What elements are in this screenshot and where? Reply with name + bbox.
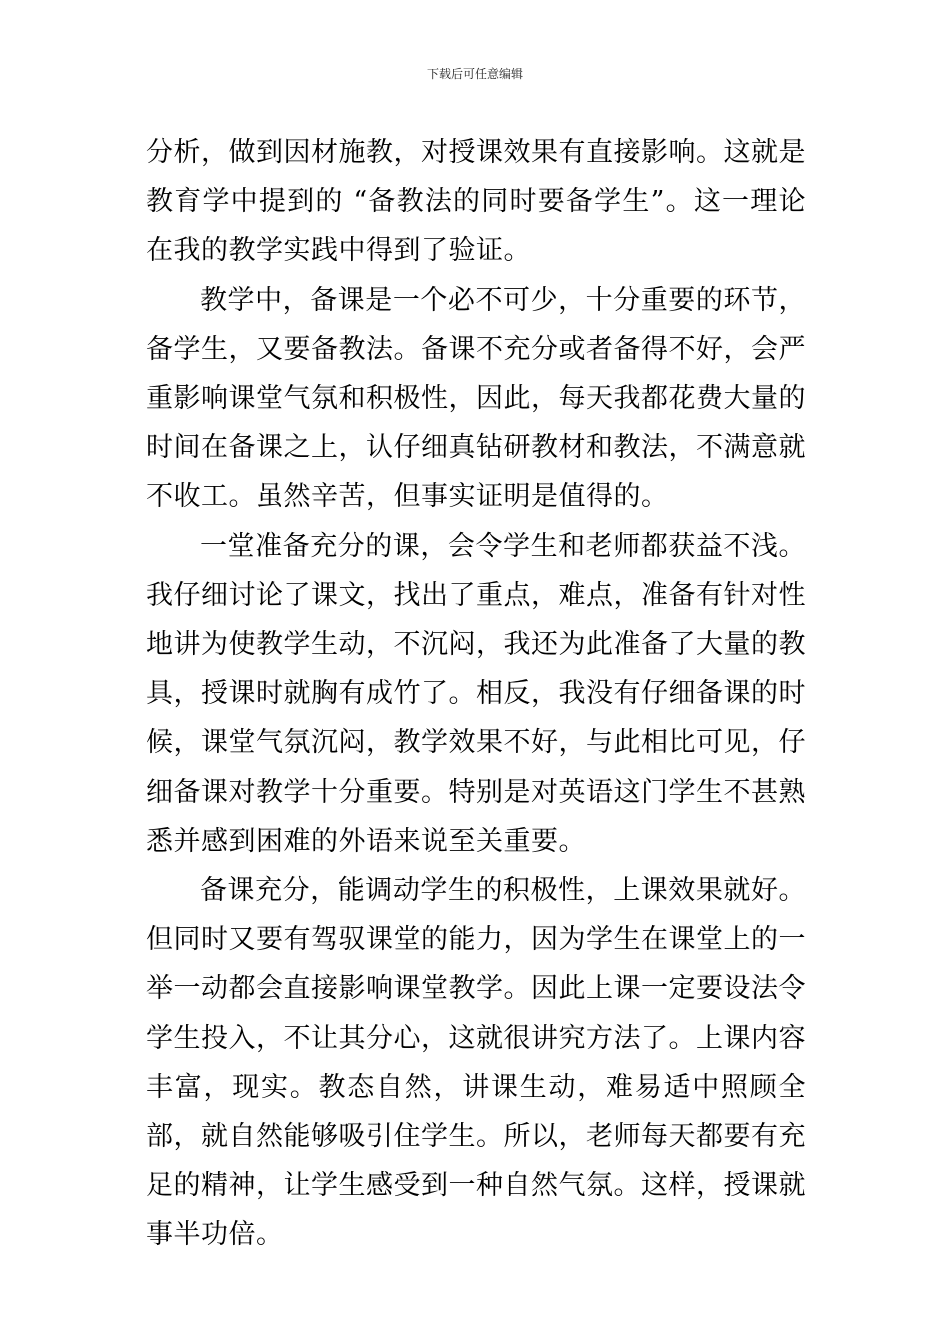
header-note: 下载后可任意编辑 — [426, 67, 523, 81]
paragraph-lesson-preparation: 教学中，备课是一个必不可少，十分重要的环节，备学生，又要备教法。备课不充分或者备得不好，会严重影响课堂气氛和积极性，因此，每天我都花费大量的时间在备课之上，认仔细真钻研教材和教法，不满意就不收工。虽然辛苦，但事实证明是值得的。 — [146, 284, 806, 513]
paragraph-continuation: 分析，做到因材施教，对授课效果有直接影响。这就是教育学中提到的 “备教法的同时要备学生”。这一理论在我的教学实践中得到了验证。 — [146, 137, 806, 267]
paragraph-well-prepared-class: 一堂准备充分的课，会令学生和老师都获益不浅。我仔细讨论了课文，找出了重点，难点，准备有针对性地讲为使教学生动，不沉闷，我还为此准备了大量的教具，授课时就胸有成竹了。相反，我没有仔细备课的时候，课堂气氛沉闷，教学效果不好，与此相比可见，仔细备课对教学十分重要。特别是对英语这门学生不甚熟悉并感到困难的外语来说至关重要。 — [146, 530, 806, 857]
body-text — [146, 128, 806, 1260]
paragraph-classroom-control: 备课充分，能调动学生的积极性，上课效果就好。但同时又要有驾驭课堂的能力，因为学生在课堂上的一举一动都会直接影响课堂教学。因此上课一定要设法令学生投入，不让其分心，这就很讲究方法了。上课内容丰富，现实。教态自然，讲课生动，难易适中照顾全部，就自然能够吸引住学生。所以，老师每天都要有充足的精神，让学生感受到一种自然气氛。这样，授课就事半功倍。 — [146, 875, 806, 1251]
